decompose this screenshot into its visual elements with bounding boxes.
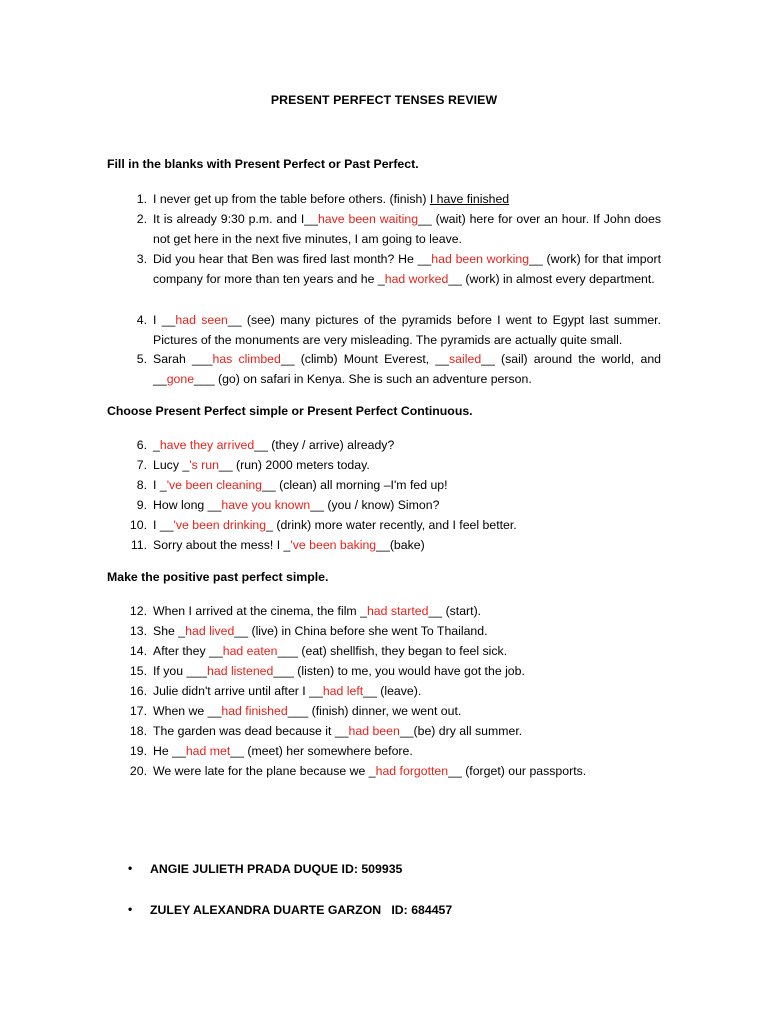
item-text [153,349,661,389]
answer-text: 've been cleaning [166,478,263,492]
answer-text: had worked [384,272,449,287]
exercise-item-17 [107,701,661,721]
item-number: 16. [129,684,147,698]
item-text [153,495,661,515]
bullet-icon: • [128,902,133,916]
answer-text: had started [366,604,429,618]
prompt-text: __ (work) in almost every department. [448,272,655,287]
item-text [153,515,661,535]
student-name: ANGIE JULIETH PRADA DUQUE ID: 509935 [150,862,403,876]
item-text [153,621,661,641]
prompt-text: ___ (go) on safari in Kenya. She is such an adventure person. [194,372,532,387]
prompt-text: Lucy _ [153,458,190,472]
prompt-text: __ (clean) all morning –I'm fed up! [262,478,448,492]
prompt-text: She _ [153,624,186,638]
item-text [153,310,661,350]
prompt-text: __ (meet) her somewhere before. [230,744,413,758]
answer-text: have been waiting [317,212,419,226]
prompt-text: __ (leave). [363,684,422,698]
item-text [153,601,661,621]
exercise-item-9 [107,495,661,515]
prompt-text: _ [153,438,160,452]
prompt-text: ___ (eat) shellfish, they began to feel sick. [277,644,508,658]
exercise-item-14 [107,641,661,661]
item-number: 4. [136,313,147,327]
answer-text: have you known [221,498,311,512]
item-number: 14. [129,644,147,658]
prompt-text: I __ [153,313,176,327]
prompt-text: When we __ [153,704,222,718]
item-number: 17. [129,704,147,718]
exercise-item-4 [107,310,661,350]
item-number: 5. [136,352,147,366]
prompt-text: __ (work) for that import company for more than ten years and he _ [153,252,661,287]
item-number: 20. [129,764,147,778]
prompt-text: __ (see) many pictures of the pyramids before I went to Egypt last summer. Pictures of the monuments are very misleading. The pyramids are actually quite small. [153,313,661,348]
student-list-item [128,903,452,917]
item-number: 11. [130,538,147,552]
answer-text: had eaten [222,644,278,658]
exercise-item-16 [107,681,661,701]
answer-text: had forgotten [375,764,449,778]
page-title: PRESENT PERFECT TENSES REVIEW [270,93,498,107]
item-text [153,209,661,249]
item-text [153,189,661,209]
exercise-item-18 [107,721,661,741]
item-number: 18. [129,724,147,738]
student-name: ZULEY ALEXANDRA DUARTE GARZON ID: 684457 [150,903,453,917]
answer-text: have they arrived [159,438,255,452]
item-number: 15. [129,664,147,678]
answer-text: I have finished [429,192,510,206]
prompt-text: How long __ [153,498,222,512]
prompt-text: After they __ [153,644,223,658]
prompt-text: Did you hear that Ben was fired last month? He __ [153,252,432,266]
prompt-text: __ (sail) around the world, and __ [153,352,661,387]
item-text [153,741,661,761]
exercise-item-8 [107,475,661,495]
item-text [153,761,661,781]
item-number: 2. [136,212,147,226]
answer-text: had been working [431,252,530,266]
prompt-text: ___ (listen) to me, you would have got the job. [273,664,525,678]
prompt-text: __ (you / know) Simon? [310,498,440,512]
answer-text: had seen [175,313,228,327]
prompt-text: Sorry about the mess! I _ [153,538,291,552]
exercise-item-6 [107,435,661,455]
item-number: 1. [136,192,147,206]
exercise-item-1 [107,189,661,209]
item-number: 9. [136,498,147,512]
item-number: 3. [136,252,147,266]
item-text [153,721,661,741]
answer-text: 've been drinking [173,518,267,532]
prompt-text: The garden was dead because it __ [153,724,349,738]
item-text [153,701,661,721]
prompt-text: __ (climb) Mount Everest, __ [280,352,450,366]
prompt-text: __ (forget) our passports. [448,764,587,778]
answer-text: had lived [185,624,235,638]
item-text [153,641,661,661]
section-2-instruction: Choose Present Perfect simple or Present Perfect Continuous. [107,404,473,418]
prompt-text: I __ [153,518,174,532]
answer-text: sailed [449,352,482,366]
prompt-text: ___ (finish) dinner, we went out. [287,704,462,718]
item-number: 12. [129,604,147,618]
item-number: 8. [136,478,147,492]
answer-text: had been [348,724,400,738]
answer-text: 's run [189,458,219,472]
item-number: 13. [129,624,147,638]
prompt-text: __(bake) [376,538,425,552]
exercise-item-15 [107,661,661,681]
exercise-item-2 [107,209,661,249]
exercise-item-10 [107,515,661,535]
section-1-instruction: Fill in the blanks with Present Perfect or Past Perfect. [107,157,419,171]
prompt-text: I _ [153,478,167,492]
answer-text: has climbed [212,352,281,366]
prompt-text: __ (they / arrive) already? [254,438,395,452]
student-list-item [128,862,402,876]
exercise-item-7 [107,455,661,475]
item-number: 7. [136,458,147,472]
answer-text: had finished [221,704,288,718]
prompt-text: Sarah ___ [153,352,213,366]
prompt-text: When I arrived at the cinema, the film _ [153,604,367,618]
item-text [153,249,661,289]
item-number: 10. [129,518,147,532]
prompt-text: __ (wait) here for over an hour. If John does not get here in the next five minutes, I am going to leave. [153,212,661,247]
answer-text: had left [322,684,364,698]
prompt-text: __ (live) in China before she went To Thailand. [234,624,488,638]
item-text [153,435,661,455]
prompt-text: We were late for the plane because we _ [153,764,376,778]
exercise-item-11 [107,535,661,555]
prompt-text: __ (start). [428,604,482,618]
exercise-item-5 [107,349,661,389]
exercise-item-3 [107,249,661,289]
answer-text: 've been baking [290,538,377,552]
item-text [153,475,661,495]
item-text [153,455,661,475]
answer-text: had listened [207,664,274,678]
item-number: 6. [136,438,147,452]
exercise-item-20 [107,761,661,781]
item-number: 19. [129,744,147,758]
prompt-text: _ (drink) more water recently, and I feel better. [266,518,517,532]
item-text [153,661,661,681]
answer-text: gone [166,372,195,387]
item-text [153,681,661,701]
answer-text: had met [185,744,231,758]
prompt-text: He __ [153,744,186,758]
prompt-text: __(be) dry all summer. [399,724,523,738]
exercise-item-12 [107,601,661,621]
section-3-instruction: Make the positive past perfect simple. [107,570,329,584]
prompt-text: If you ___ [153,664,208,678]
prompt-text: Julie didn't arrive until after I __ [153,684,323,698]
item-text [153,535,661,555]
exercise-item-13 [107,621,661,641]
prompt-text: __ (run) 2000 meters today. [218,458,370,472]
prompt-text: I never get up from the table before others. (finish) [153,192,430,206]
exercise-item-19 [107,741,661,761]
prompt-text: It is already 9:30 p.m. and I__ [153,212,318,226]
bullet-icon: • [128,861,133,875]
